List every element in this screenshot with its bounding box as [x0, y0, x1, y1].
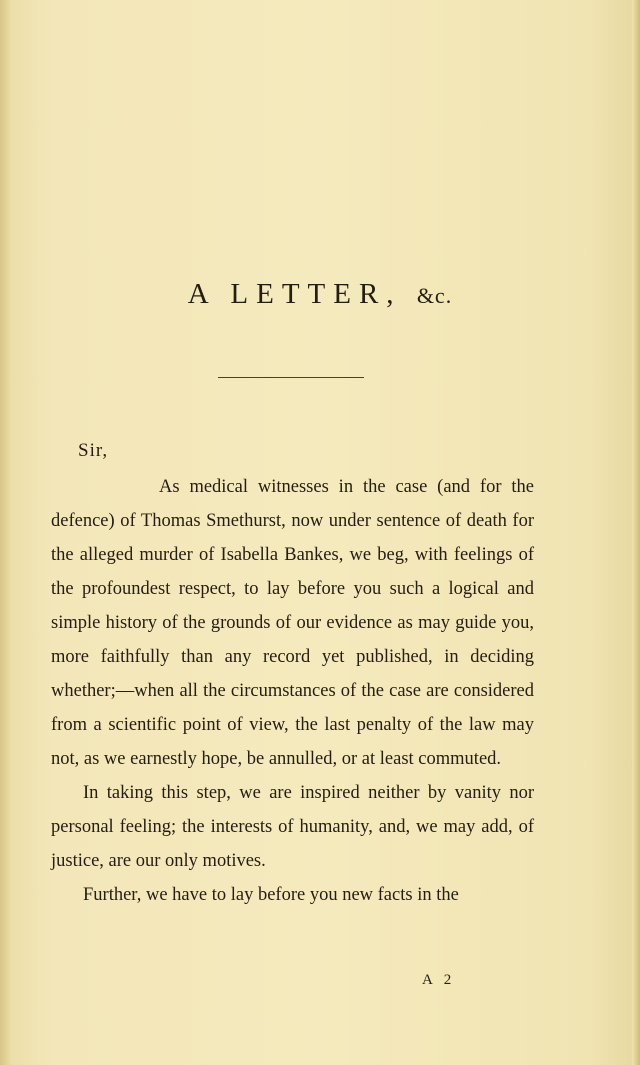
letter-body	[51, 470, 534, 912]
signature-mark: A 2	[422, 972, 456, 988]
paragraph-2: In taking this step, we are inspired neither by vanity nor personal feeling; the interests of humanity, and, we may add, of justice, are our only motives.	[51, 783, 534, 871]
paragraph-1: As medical witnesses in the case (and for the defence) of Thomas Smethurst, now under sentence of death for the alleged murder of Isabella Bankes, we beg, with feelings of the profoundest respect, to lay before you such a logical and simple history of the grounds of our evidence as may guide you, more faithfully than any record yet published, in deciding whether;—when all the circumstances of the case are considered from a scientific point of view, the last penalty of the law may not, as we earnestly hope, be annulled, or at least commuted.	[51, 477, 534, 769]
heading-suffix: &c.	[416, 283, 453, 308]
title-rule	[218, 377, 364, 378]
heading-title: A LETTER,	[187, 278, 402, 310]
salutation: Sir,	[78, 440, 109, 461]
paragraph-3: Further, we have to lay before you new facts in the	[83, 885, 459, 905]
page-gutter	[0, 0, 10, 1065]
page-edge	[632, 0, 640, 1065]
letter-heading	[0, 278, 640, 311]
